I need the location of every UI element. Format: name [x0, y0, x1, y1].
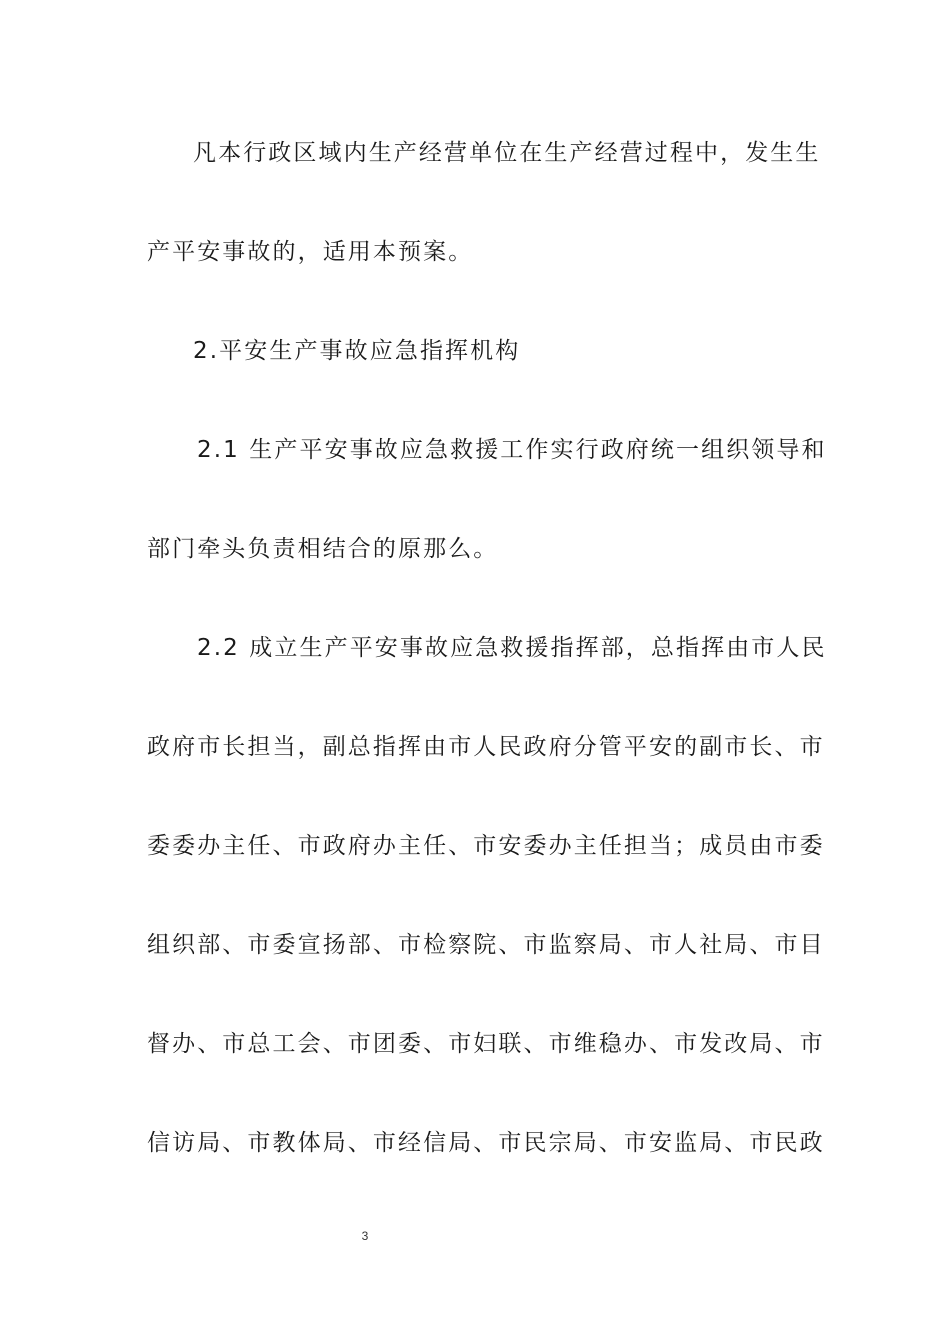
paragraph-line-6: 政府市长担当，副总指挥由市人民政府分管平安的副市长、市: [147, 734, 825, 760]
paragraph-line-7: 委委办主任、市政府办主任、市安委办主任担当；成员由市委: [147, 833, 825, 859]
paragraph-line-4: 部门牵头负责相结合的原那么。: [147, 536, 499, 562]
page-number: 3: [361, 1229, 369, 1243]
paragraph-line-1: 凡本行政区域内生产经营单位在生产经营过程中，发生生: [193, 140, 821, 166]
paragraph-line-2: 产平安事故的，适用本预案。: [147, 239, 474, 265]
paragraph-line-10: 信访局、市教体局、市经信局、市民宗局、市安监局、市民政: [147, 1130, 825, 1156]
paragraph-line-9: 督办、市总工会、市团委、市妇联、市维稳办、市发改局、市: [147, 1031, 825, 1057]
paragraph-line-5: 2.2 成立生产平安事故应急救援指挥部，总指挥由市人民: [197, 635, 827, 661]
paragraph-line-3: 2.1 生产平安事故应急救援工作实行政府统一组织领导和: [197, 437, 827, 463]
paragraph-line-8: 组织部、市委宣扬部、市检察院、市监察局、市人社局、市目: [147, 932, 825, 958]
section-heading: 2.平安生产事故应急指挥机构: [193, 338, 521, 364]
